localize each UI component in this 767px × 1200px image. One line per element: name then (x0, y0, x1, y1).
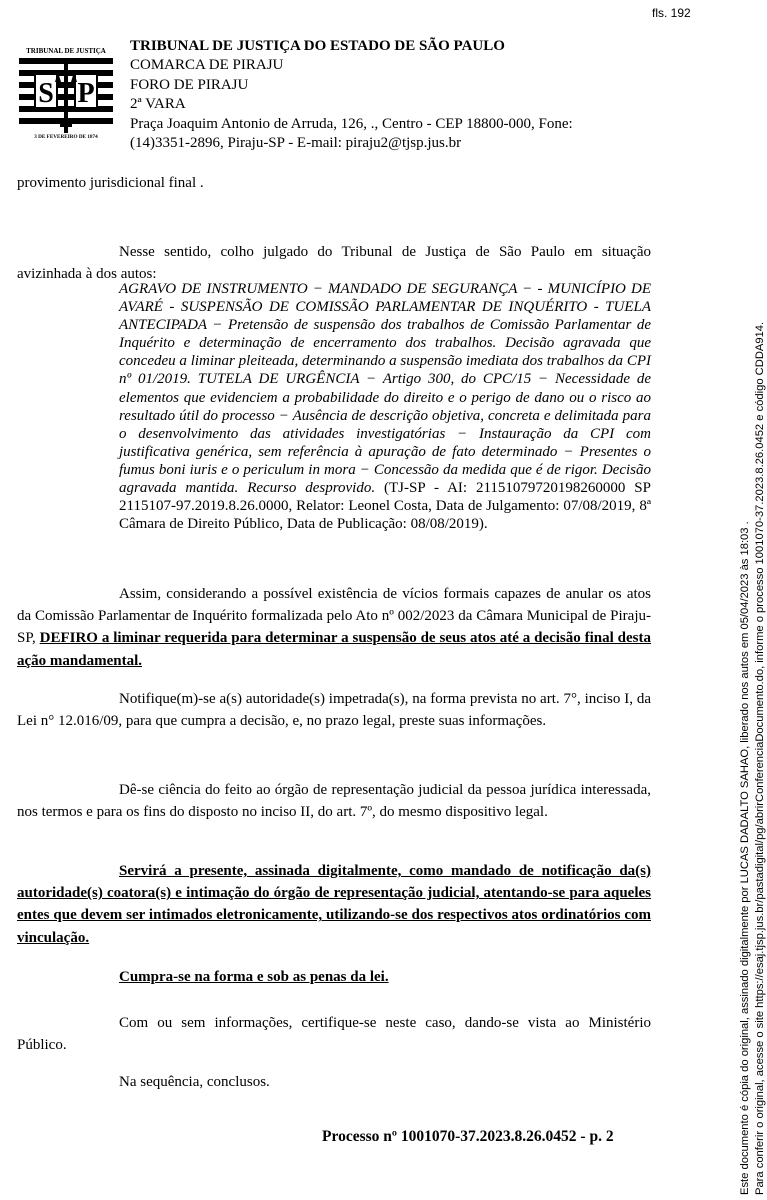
foro: FORO DE PIRAJU (130, 76, 249, 93)
digital-signature-note (738, 5, 767, 1195)
process-footer: Processo nº 1001070-37.2023.8.26.0452 - p. 2 (322, 1128, 614, 1145)
quote-citation: (TJ-SP - AI: 21151079720198260000 SP 2115107-97.2019.8.26.0000, Relator: Leonel Costa, Data de Julgamento: 07/08/2019, 8ª Câmara de Direito Público, Data de Publicação: 08/08/2019). (119, 480, 651, 533)
paragraph-5: Dê-se ciência do feito ao órgão de representação judicial da pessoa jurídica interessada, nos termos e para os fins do disposto no inciso II, do art. 7º, do mesmo dispositivo legal. (17, 782, 651, 821)
paragraph-8: Com ou sem informações, certifique-se neste caso, dando-se vista ao Ministério Público. (17, 1015, 651, 1054)
signature-line-1: Este documento é cópia do original, assinado digitalmente por LUCAS DADALTO SAHAO, liberado nos autos em 05/04/2023 às 18:03 . (739, 521, 751, 1195)
address-line-1: Praça Joaquim Antonio de Arruda, 126, ., Centro - CEP 18800-000, Fone: (130, 115, 573, 132)
decision-statement: DEFIRO a liminar requerida para determinar a suspensão de seus atos até a decisão final desta ação mandamental. (17, 630, 651, 669)
court-header (130, 37, 630, 153)
paragraph-3 (17, 583, 651, 672)
court-seal-logo (17, 32, 115, 145)
quote-italic: AGRAVO DE INSTRUMENTO − MANDADO DE SEGURANÇA − - MUNICÍPIO DE AVARÉ - SUSPENSÃO DE COMISSÃO PARLAMENTAR DE INQUÉRITO - TUELA ANTECIPADA − Pretensão de suspensão dos trabalhos de Comissão Parlamentar de Inquérito e determinação de encerramento dos trabalhos. Decisão agravada que concedeu a liminar pleiteada, determinando a suspensão imediata dos trabalhos da CPI nº 01/2019. TUTELA DE URGÊNCIA − Artigo 300, do CPC/15 − Necessidade de elementos que evidenciem a probabilidade do direito e o perigo de dano ou o risco ao resultado útil do processo − Ausência de descrição objetiva, concreta e delimitada para o desenvolvimento das atividades investigatórias − Instauração da CPI com justificativa genérica, sem referência à apuração de fato determinado − Presentes o fumus boni iuris e o periculum in mora − Concessão da medida que é de rigor. Decisão agravada mantida. Recurso desprovido. (119, 281, 651, 497)
paragraph-9: Na sequência, conclusos. (119, 1074, 270, 1090)
case-law-quote (119, 280, 651, 533)
vara: 2ª VARA (130, 96, 186, 113)
paragraph-2: Nesse sentido, colho julgado do Tribunal de Justiça de São Paulo em situação avizinhada à dos autos: (17, 244, 651, 283)
paragraph-7: Cumpra-se na forma e sob as penas da lei. (119, 969, 389, 985)
seal-bottom-text: 3 DE FEVEREIRO DE 1874 (34, 134, 98, 140)
signature-line-2: Para conferir o original, acesse o site https://esaj.tjsp.jus.br/pastadigital/pg/abrirConferenciaDocumento.do, informe o processo 1001070-37.2023.8.26.0452 e código CDDA914. (753, 321, 766, 1195)
seal-top-text: TRIBUNAL DE JUSTIÇA (26, 47, 106, 55)
comarca: COMARCA DE PIRAJU (130, 57, 284, 74)
seal-letter-s: S (38, 78, 54, 109)
paragraph-3-text: Assim, considerando a possível existência de vícios formais capazes de anular os atos da Comissão Parlamentar de Inquérito formalizada pelo Ato nº 002/2023 da Câmara Municipal de Piraju-SP, (17, 586, 651, 647)
seal-letter-p: P (77, 78, 95, 109)
address-line-2: (14)3351-2896, Piraju-SP - E-mail: piraju2@tjsp.jus.br (130, 135, 462, 152)
paragraph-1: provimento jurisdicional final . (17, 175, 204, 191)
paragraph-6: Servirá a presente, assinada digitalmente, como mandado de notificação da(s) autoridade(s) coatora(s) e intimação do órgão de representação judicial, atentando-se para aqueles entes que devem ser intimados eletronicamente, utilizando-se dos respectivos atos ordinatórios com vinculação. (17, 863, 651, 946)
page-number: fls. 192 (652, 6, 691, 20)
paragraph-4: Notifique(m)-se a(s) autoridade(s) impetrada(s), na forma prevista no art. 7°, inciso I, da Lei n° 12.016/09, para que cumpra a decisão, e, no prazo legal, preste suas informações. (17, 691, 651, 730)
court-name: TRIBUNAL DE JUSTIÇA DO ESTADO DE SÃO PAULO (130, 38, 505, 54)
